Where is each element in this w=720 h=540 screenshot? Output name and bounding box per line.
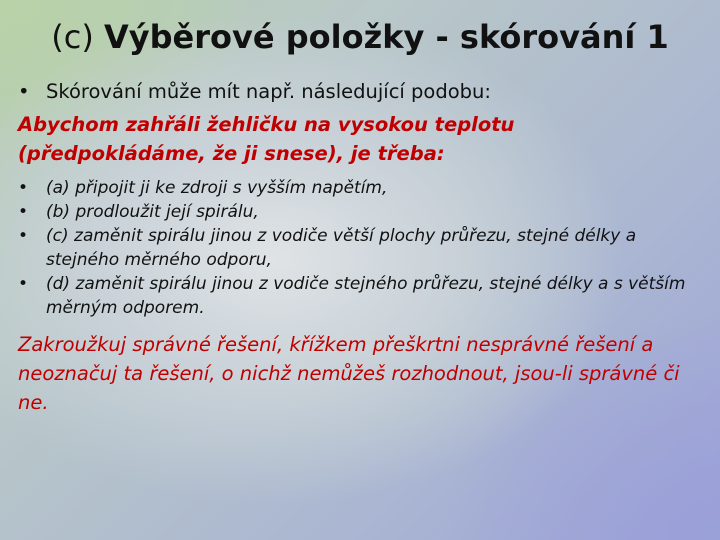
slide-content xyxy=(18,78,708,417)
option-c xyxy=(18,224,708,272)
intro-bullet xyxy=(18,78,708,106)
problem-statement: Abychom zahřáli žehličku na vysokou teplotu (předpokládáme, že ji snese), je třeba: xyxy=(18,113,515,165)
slide-title-main: Výběrové položky - skórování 1 xyxy=(104,18,669,56)
option-text: (a) připojit ji ke zdroji s vyšším napětím, xyxy=(46,178,388,198)
option-b xyxy=(18,200,708,224)
bullet-icon: • xyxy=(18,226,29,246)
bullet-icon: • xyxy=(18,274,29,294)
option-d xyxy=(18,272,708,320)
answer-options xyxy=(18,176,708,320)
bullet-icon: • xyxy=(18,178,29,198)
slide-title xyxy=(0,18,720,56)
intro-text: Skórování může mít např. následující podobu: xyxy=(46,80,491,103)
option-text: (d) zaměnit spirálu jinou z vodiče stejného průřezu, stejné délky a s větším měrným odporem. xyxy=(46,274,686,318)
bullet-icon: • xyxy=(18,80,30,103)
option-text: (c) zaměnit spirálu jinou z vodiče větší plochy průřezu, stejné délky a stejného měrného odporu, xyxy=(46,226,637,270)
slide-title-prefix: (c) xyxy=(51,18,105,56)
instruction-text: Zakroužkuj správné řešení, křížkem přeškrtni nesprávné řešení a neoznačuj ta řešení, o nichž nemůžeš rozhodnout, jsou-li správné či ne. xyxy=(18,333,680,414)
option-a xyxy=(18,176,708,200)
bullet-icon: • xyxy=(18,202,29,222)
option-text: (b) prodloužit její spirálu, xyxy=(46,202,259,222)
